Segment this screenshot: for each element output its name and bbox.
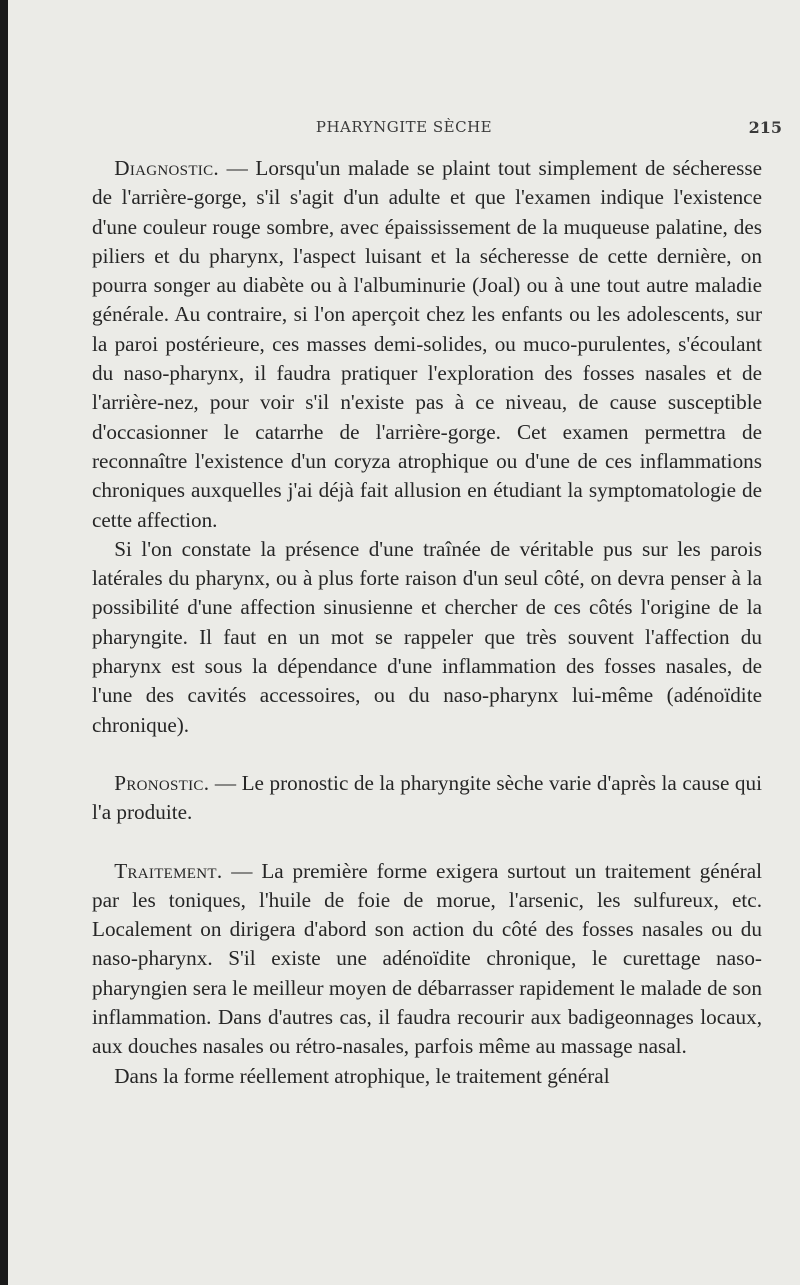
traitement-text-1: La première forme exigera surtout un traitement général par les toniques, l'huile de foie de morue, l'arsenic, les sulfureux, etc. Localement on dirigera d'abord son action du côté des fosses nasales ou du naso-pharynx. S'il existe une adénoïdite chronique, le curettage naso-pharyngien sera le meilleur moyen de débarrasser rapidement le malade de son inflammation. Dans d'autres cas, il faudra recourir aux badigeonnages locaux, aux douches nasales ou rétro-nasales, parfois même au massage nasal. (92, 858, 762, 1059)
running-title: PHARYNGITE SÈCHE (315, 118, 493, 136)
book-page (8, 0, 800, 1285)
diagnostic-heading: Diagnostic. (114, 156, 219, 180)
pronostic-heading: Pronostic. (114, 770, 210, 795)
pronostic-dash: — (209, 770, 242, 795)
pronostic-paragraph (92, 769, 762, 828)
traitement-dash: — (222, 858, 262, 883)
diagnostic-text-1: Lorsqu'un malade se plaint tout simplement de sécheresse de l'arrière-gorge, s'il s'agit d'un adulte et que l'examen indique l'existence d'une couleur rouge sombre, avec épaississement de la muqueuse palatine, des piliers et du pharynx, l'aspect luisant et la sécheresse de cette dernière, on pourra songer au diabète ou à l'albuminurie (Joal) ou à une tout autre maladie générale. Au contraire, si l'on aperçoit chez les enfants ou les adolescents, sur la paroi postérieure, ces masses demi-solides, ou muco-purulentes, s'écoulant du naso-pharynx, il faudra pratiquer l'exploration des fosses nasales et de l'arrière-nez, pour voir s'il n'existe pas à ce niveau, de cause susceptible d'occasionner le catarrhe de l'arrière-gorge. Cet examen permettra de reconnaître l'existence d'un coryza atrophique ou d'une de ces inflammations chroniques auxquelles j'ai déjà fait allusion en étudiant la symptomatologie de cette affection. (92, 156, 763, 532)
body-text (92, 154, 762, 1091)
traitement-paragraph (92, 857, 762, 1062)
diagnostic-paragraph (92, 154, 762, 535)
page-header (8, 118, 800, 142)
pronostic-text: Le pronostic de la pharyngite sèche varie d'après la cause qui l'a produite. (92, 770, 762, 825)
traitement-heading: Traitement. (114, 858, 223, 883)
page-number: 215 (748, 118, 782, 137)
traitement-paragraph-2: Dans la forme réellement atrophique, le traitement général (114, 1063, 610, 1088)
diagnostic-dash: — (218, 156, 256, 180)
diagnostic-paragraph-2: Si l'on constate la présence d'une traînée de véritable pus sur les parois latérales du pharynx, ou à plus forte raison d'un seul côté, on devra penser à la possibilité d'une affection sinusienne et chercher de ces côtés l'origine de la pharyngite. Il faut en un mot se rappeler que très souvent l'affection du pharynx est sous la dépendance d'une inflammation des fosses nasales, de l'une des cavités accessoires, ou du naso-pharynx lui-même (adénoïdite chronique). (92, 536, 762, 737)
